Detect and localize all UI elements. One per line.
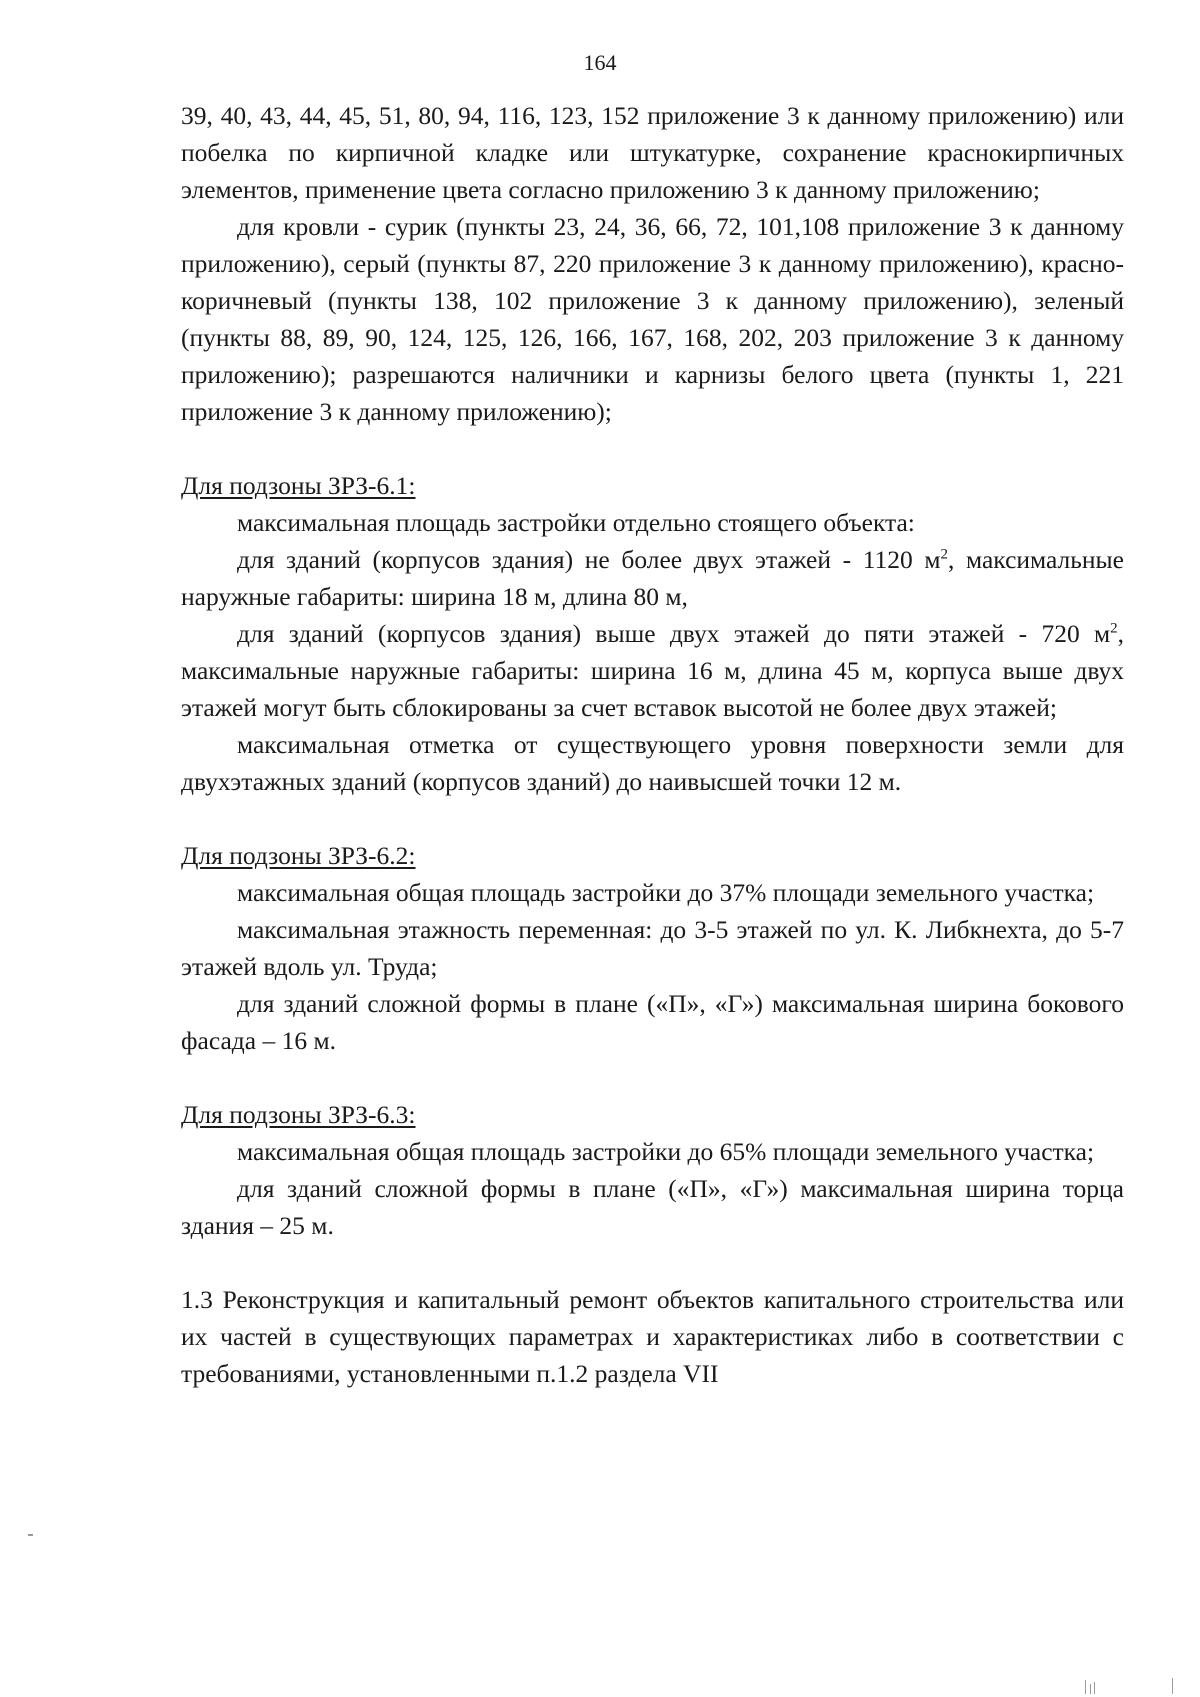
- scan-artifact: [1085, 1680, 1086, 1694]
- text-run: , максимальные наружные габариты: ширина 18 м, длина 80 м,: [181, 545, 1124, 611]
- subzone-6-3-paragraph-1: максимальная общая площадь застройки до 65% площади земельного участка;: [237, 1137, 1095, 1166]
- text-run: , максимальные наружные габариты: ширина 16 м, длина 45 м, корпуса выше двух этажей могут быть сблокированы за счет вставок высотой не более двух этажей;: [181, 619, 1124, 722]
- subzone-6-3-paragraph-2: для зданий сложной формы в плане («П», «Г») максимальная ширина торца здания – 25 м.: [181, 1174, 1124, 1240]
- subzone-6-2-paragraph-3: для зданий сложной формы в плане («П», «Г») максимальная ширина бокового фасада – 16 м.: [181, 989, 1124, 1055]
- subzone-6-1-paragraph-4: максимальная отметка от существующего уровня поверхности земли для двухэтажных зданий (корпусов зданий) до наивысшей точки 12 м.: [181, 730, 1124, 796]
- superscript: 2: [1110, 620, 1118, 637]
- subzone-6-1-paragraph-3: [181, 615, 1124, 726]
- subzone-6-2-heading: Для подзоны ЗРЗ-6.2:: [181, 841, 416, 870]
- section-1-3-paragraph: 1.3 Реконструкция и капитальный ремонт объектов капитального строительства или их частей в существующих параметрах и характеристиках либо в соответствии с требованиями, установленными п.1.2 раздела VII: [181, 1285, 1124, 1388]
- subzone-6-1-paragraph-1: максимальная площадь застройки отдельно стоящего объекта:: [237, 508, 915, 537]
- text-run: для зданий (корпусов здания) не более двух этажей - 1120 м: [237, 545, 941, 574]
- roof-colors-paragraph: для кровли - сурик (пункты 23, 24, 36, 66, 72, 101,108 приложение 3 к данному приложению), серый (пункты 87, 220 приложение 3 к данному приложению), красно-коричневый (пункты 138, 102 приложение 3 к данному приложению), зеленый (пункты 88, 89, 90, 124, 125, 126, 166, 167, 168, 202, 203 приложение 3 к данному приложению); разрешаются наличники и карнизы белого цвета (пункты 1, 221 приложение 3 к данному приложению);: [181, 212, 1124, 426]
- subzone-6-1-paragraph-2: [181, 541, 1124, 615]
- scan-artifact: [28, 1534, 33, 1536]
- scan-artifact: [1094, 1682, 1095, 1694]
- subzone-6-3-heading: Для подзоны ЗРЗ-6.3:: [181, 1100, 416, 1129]
- text-run: для зданий (корпусов здания) выше двух этажей до пяти этажей - 720 м: [237, 619, 1111, 648]
- document-body: [181, 97, 1124, 1392]
- subzone-6-1-heading: Для подзоны ЗРЗ-6.1:: [181, 471, 416, 500]
- scan-artifact: [1172, 1678, 1173, 1694]
- colors-paragraph: 39, 40, 43, 44, 45, 51, 80, 94, 116, 123, 152 приложение 3 к данному приложению) или побелка по кирпичной кладке или штукатурке, сохранение краснокирпичных элементов, применение цвета согласно приложению 3 к данному приложению;: [181, 101, 1124, 204]
- superscript: 2: [940, 546, 949, 563]
- subzone-6-2-paragraph-2: максимальная этажность переменная: до 3-5 этажей по ул. К. Либкнехта, до 5-7 этажей вдоль ул. Труда;: [181, 915, 1124, 981]
- subzone-6-2-paragraph-1: максимальная общая площадь застройки до 37% площади земельного участка;: [237, 878, 1095, 907]
- scan-artifact: [1090, 1684, 1091, 1694]
- page-number: 164: [583, 50, 617, 75]
